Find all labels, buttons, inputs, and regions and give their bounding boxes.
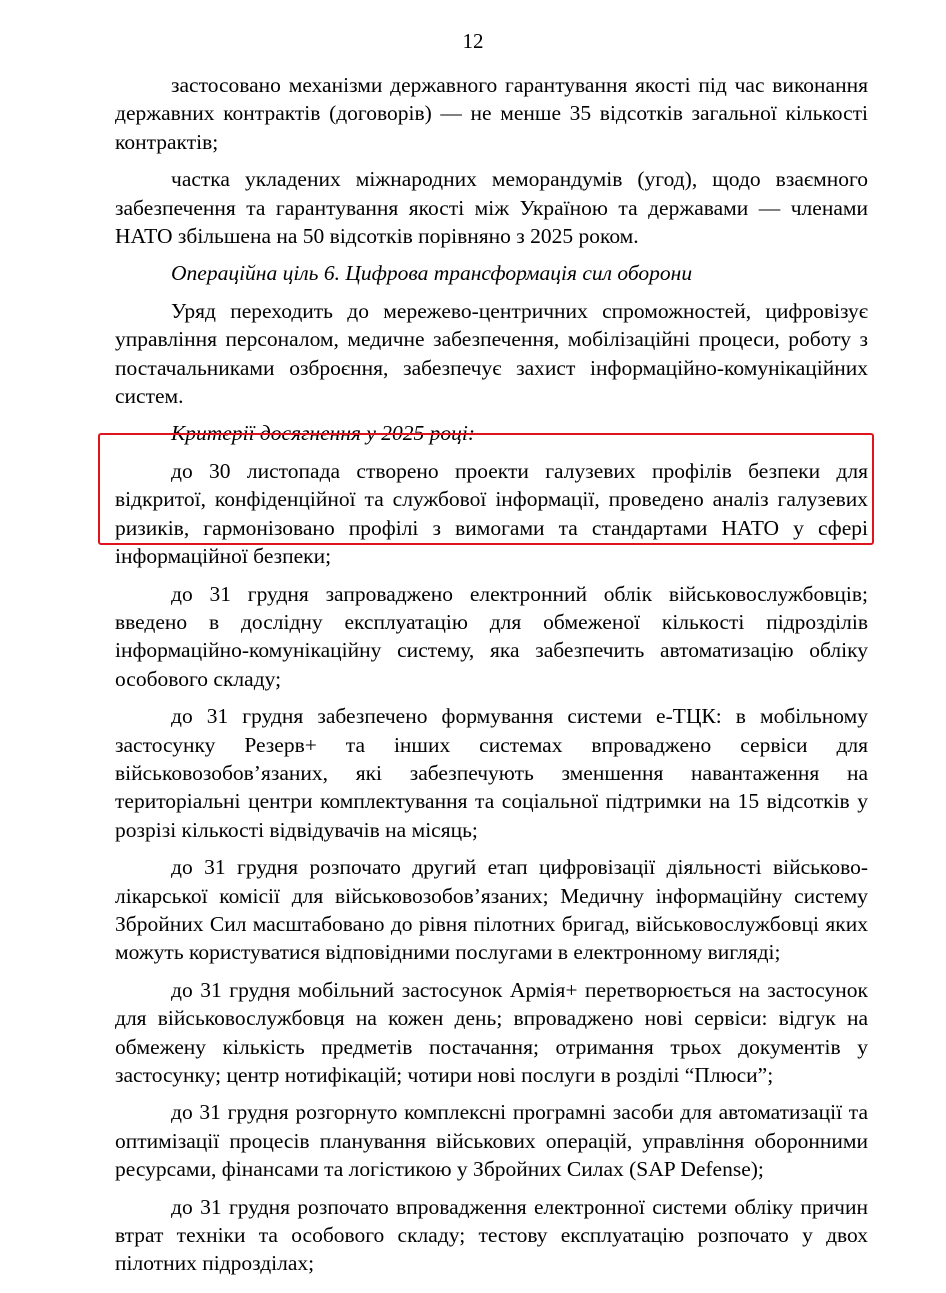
paragraph-army-plus: до 31 грудня мобільний застосунок Армія+ перетворюється на застосунок для військовослужбовця на кожен день; впроваджено нові сервіси: відгук на обмежену кількість предметів постачання; отримання трьох документів у застосунку; центр нотифікацій; чотири нові послуги в розділі “Плюси”;	[115, 977, 868, 1087]
paragraph-quality-contracts: застосовано механізми державного гарантування якості під час виконання державних контрактів (договорів) — не менше 35 відсотків загальної кількості контрактів;	[115, 73, 868, 154]
paragraph-medical-commission: до 31 грудня розпочато другий етап цифровізації діяльності військово-лікарської комісії для військовозобов’язаних; Медичну інформаційну систему Збройних Сил масштабовано до рівня пілотних бригад, військовослужбовці яких можуть користуватися відповідними послугами в електронному вигляді;	[115, 855, 868, 965]
paragraph-nato-memoranda: частка укладених міжнародних меморандумів (угод), щодо взаємного забезпечення та гарантування якості між Україною та державами — членами НАТО збільшена на 50 відсотків порівняно з 2025 роком.	[115, 167, 868, 249]
paragraph-security-profiles: до 30 листопада створено проекти галузевих профілів безпеки для відкритої, конфіденційної та службової інформації, проведено аналіз галузевих ризиків, гармонізовано профілі з вимогами та стандартами НАТО у сфері інформаційної безпеки;	[115, 458, 868, 569]
paragraph-loss-accounting: до 31 грудня розпочато впровадження електронної системи обліку причин втрат техніки та особового складу; тестову експлуатацію розпочато у двох пілотних підрозділах;	[115, 1194, 868, 1276]
document-body	[115, 71, 868, 1287]
criteria-heading: Критерії досягнення у 2025 році:	[171, 421, 476, 446]
paragraph-sap-defense: до 31 грудня розгорнуто комплексні програмні засоби для автоматизації та оптимізації процесів планування військових операцій, управління оборонними ресурсами, фінансами та логістикою у Збройних Силах (SAP Defense);	[115, 1100, 868, 1182]
paragraph-electronic-registry: до 31 грудня запроваджено електронний облік військовослужбовців; введено в дослідну експлуатацію для обмеженої кількості підрозділів інформаційно-комунікаційну систему, яка забезпечить автоматизацію обліку особового складу;	[115, 581, 868, 691]
section-heading-goal-6: Операційна ціль 6. Цифрова трансформація сил оборони	[171, 261, 693, 286]
paragraph-e-tck: до 31 грудня забезпечено формування системи е-ТЦК: в мобільному застосунку Резерв+ та інших системах впроваджено сервіси для військовозобов’язаних, які забезпечують зменшення навантаження на територіальні центри комплектування та соціальної підтримки на 15 відсотків у розрізі кількості відвідувачів на місяць;	[115, 704, 868, 842]
paragraph-government-digitalization: Уряд переходить до мережево-центричних спроможностей, цифровізує управління персоналом, медичне забезпечення, мобілізаційні процеси, роботу з постачальниками озброєння, забезпечує захист інформаційно-комунікаційних систем.	[115, 298, 868, 409]
page-number: 12	[462, 29, 484, 53]
